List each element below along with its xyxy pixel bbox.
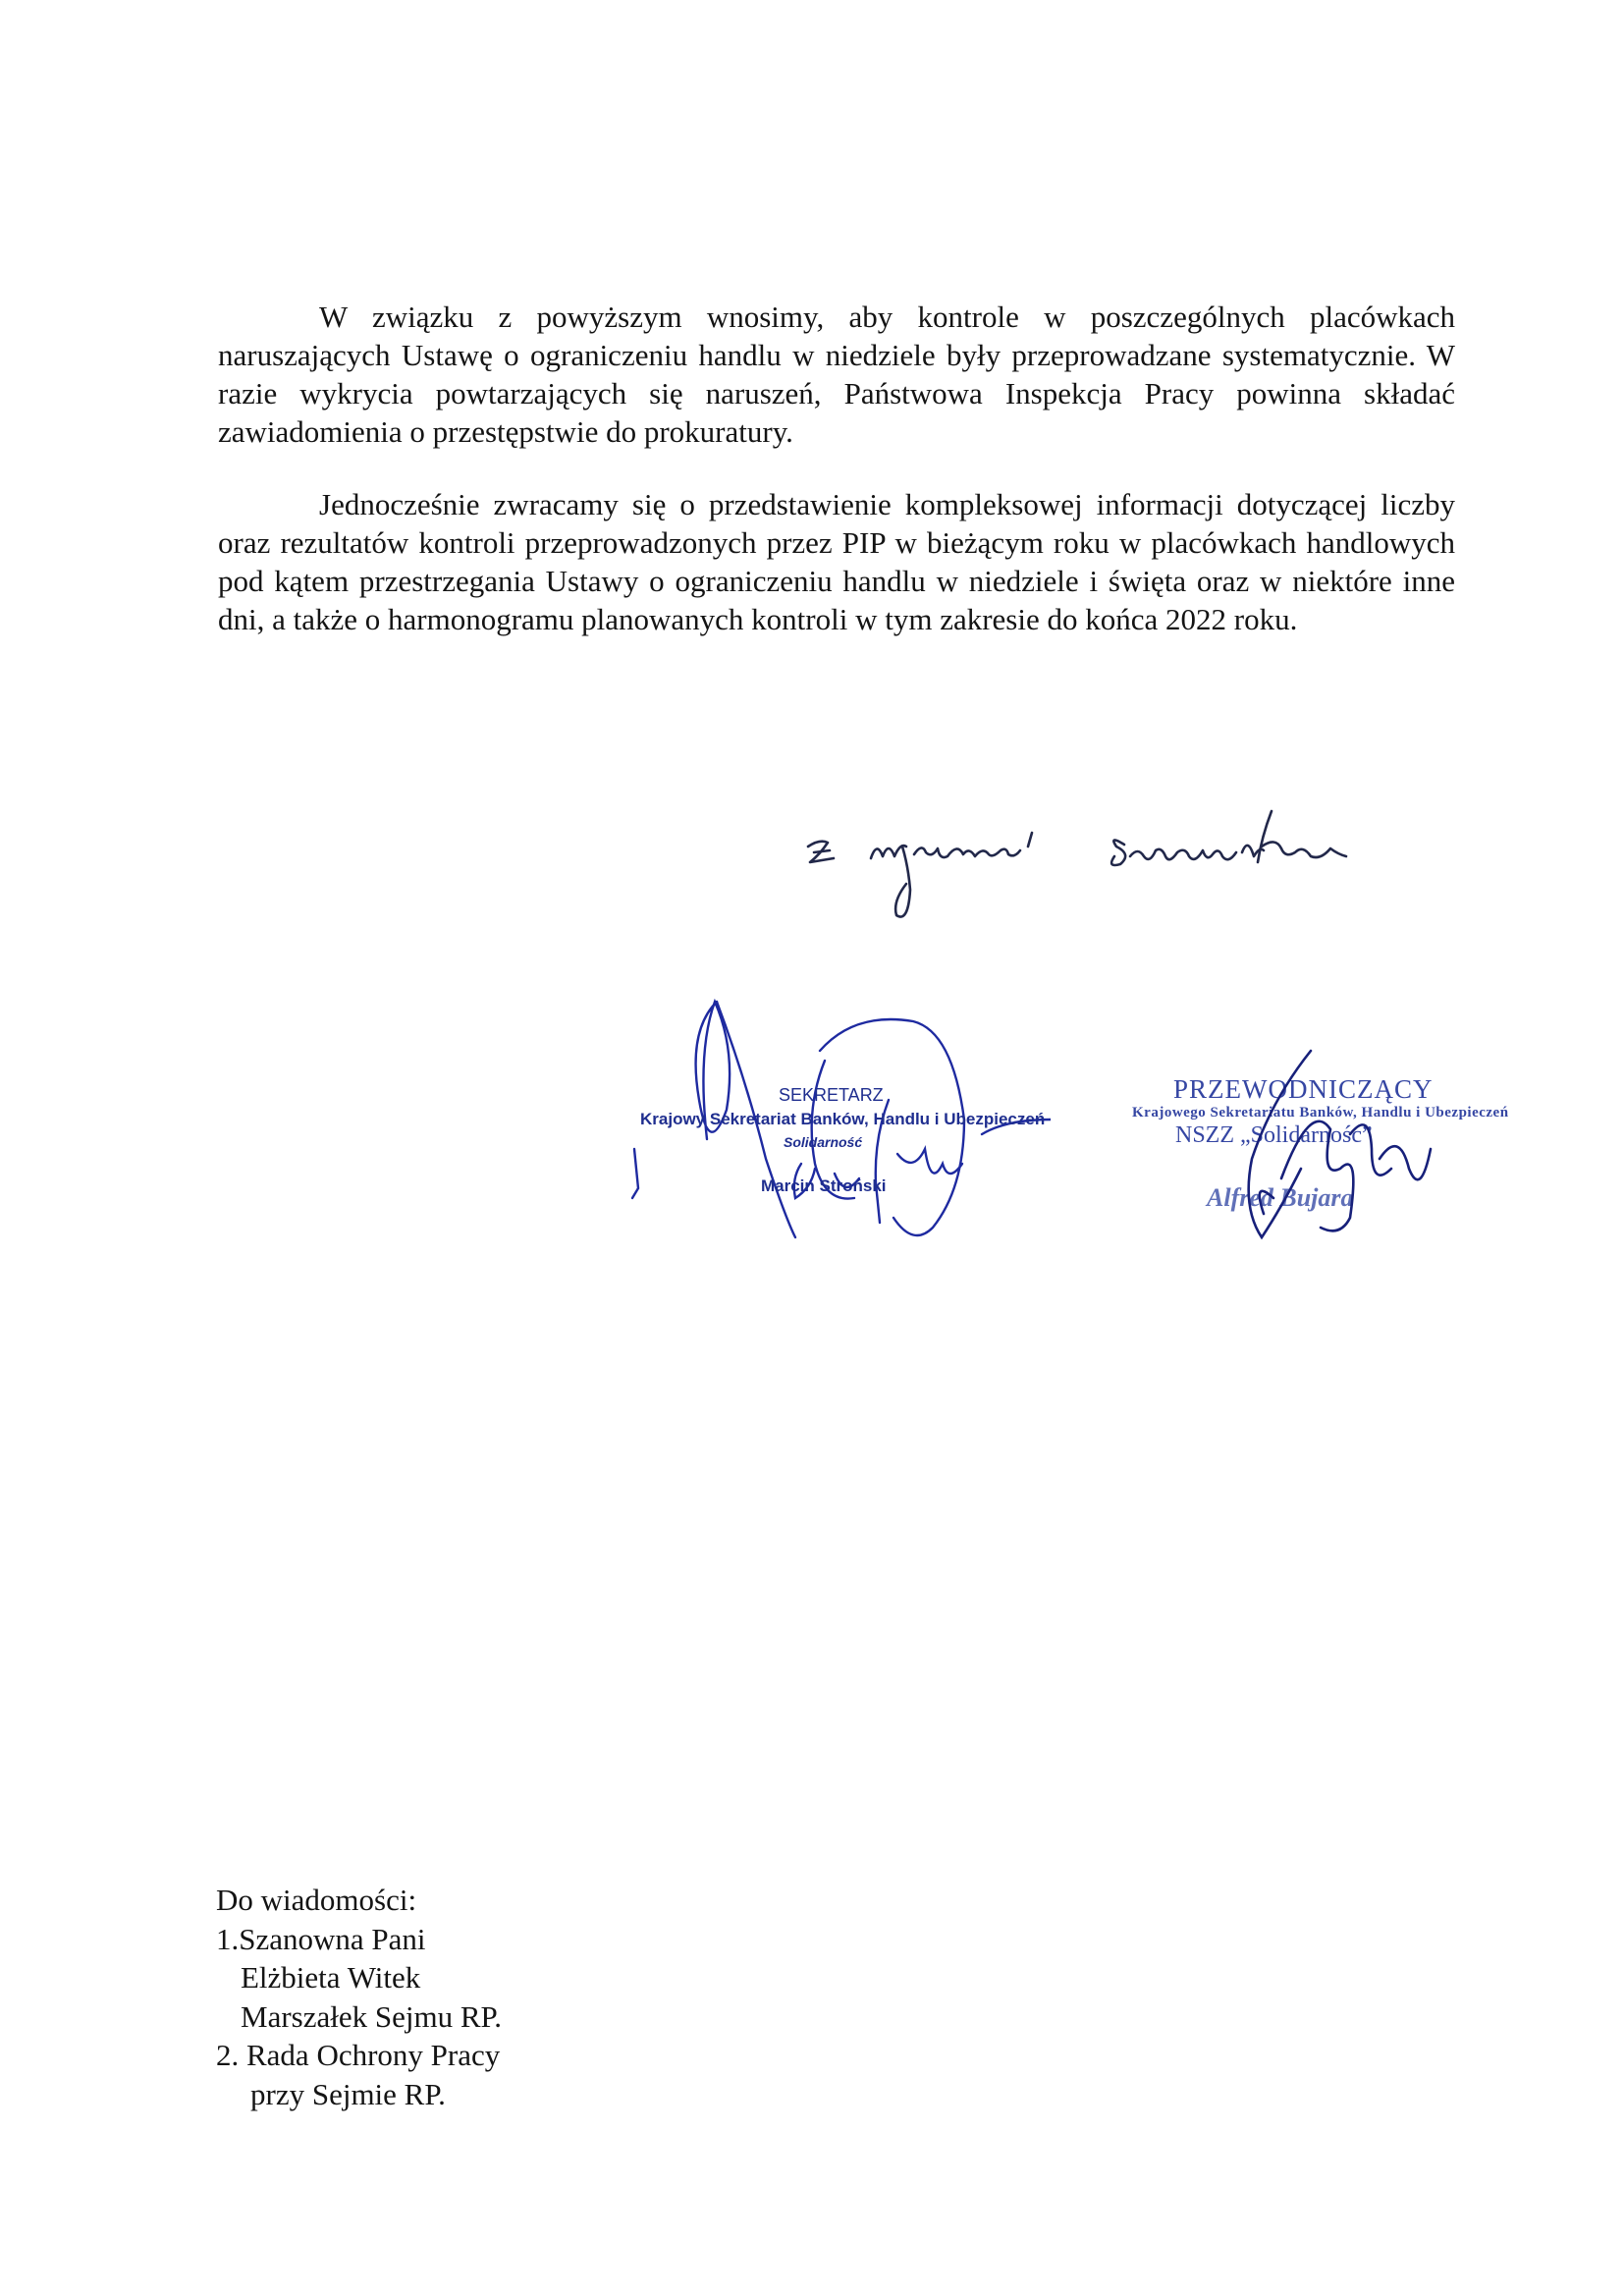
secretary-title: SEKRETARZ xyxy=(779,1085,884,1105)
chairman-name: Alfred Bujara xyxy=(1207,1183,1354,1212)
body-paragraph-1: W związku z powyższym wnosimy, aby kontrole w poszczególnych placówkach naruszających Ustawę o ograniczeniu handlu w niedziele były przeprowadzane systematycznie. W razie wykrycia powtarzających się naruszeń, Państwowa Inspekcja Pracy powinna składać zawiadomienia o przestępstwie do prokuratury. xyxy=(218,300,1455,449)
cc-item-1-line-1: 1.Szanowna Pani xyxy=(216,1921,426,1956)
chairman-org: Krajowego Sekretariatu Banków, Handlu i Ubezpieczeń xyxy=(1132,1105,1509,1121)
chairman-title: PRZEWODNICZĄCY xyxy=(1173,1074,1434,1104)
secretary-name: Marcin Stroński xyxy=(761,1176,887,1195)
cc-item-2-line-1: 2. Rada Ochrony Pracy xyxy=(216,2038,501,2072)
cc-item-1-line-3: Marszałek Sejmu RP. xyxy=(241,1998,503,2034)
distribution-list xyxy=(216,1881,502,2113)
body-paragraph-2: Jednocześnie zwracamy się o przedstawienie kompleksowej informacji dotyczącej liczby oraz rezultatów kontroli przeprowadzonych przez PIP w bieżącym roku w placówkach handlowych pod kątem przestrzegania Ustawy o ograniczeniu handlu w niedziele i święta oraz w niektóre inne dni, a także o harmonogramu planowanych kontroli w tym zakresie do końca 2022 roku. xyxy=(218,487,1455,636)
secretary-stamp xyxy=(619,992,1051,1252)
cc-heading: Do wiadomości: xyxy=(216,1883,417,1917)
handwritten-closing xyxy=(800,807,1370,935)
cc-item-2-line-2: przy Sejmie RP. xyxy=(250,2076,446,2111)
secretary-org-sub: Solidarność xyxy=(784,1134,863,1150)
chairman-signature xyxy=(1114,1041,1507,1262)
secretary-org: Krajowy Sekretariat Banków, Handlu i Ubezpieczeń xyxy=(640,1110,1046,1128)
cc-item-1-line-2: Elżbieta Witek xyxy=(241,1960,421,1995)
chairman-stamp xyxy=(1114,1041,1507,1262)
chairman-union: NSZZ „Solidarność” xyxy=(1175,1122,1373,1148)
